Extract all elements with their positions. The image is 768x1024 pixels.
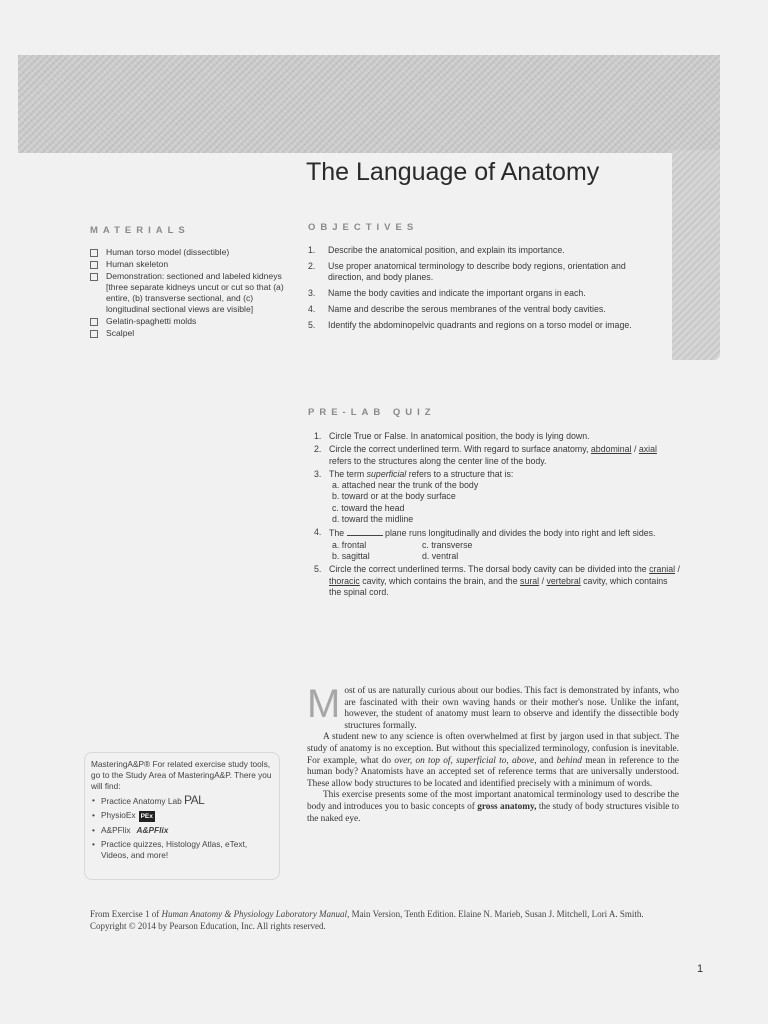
list-item: • Practice quizzes, Histology Atlas, eText, Videos, and more! xyxy=(92,839,248,860)
materials-heading: MATERIALS xyxy=(90,225,190,236)
checkbox-icon xyxy=(90,318,98,326)
quiz-options-row: a. frontal c. transverse xyxy=(332,539,473,550)
list-item: Scalpel xyxy=(90,328,290,339)
checkbox-icon xyxy=(90,261,98,269)
quiz-question: 2. Circle the correct underlined term. With regard to surface anatomy, abdominal / axial refers to the structures along the center line of the body. xyxy=(314,444,657,466)
quiz-option: b. toward or at the body surface xyxy=(332,491,456,502)
answer-blank xyxy=(347,527,383,536)
copyright-footer: From Exercise 1 of Human Anatomy & Physiology Laboratory Manual, Main Version, Tenth Edition. Elaine N. Marieb, Susan J. Mitchell, Lori A. Smith. Copyright © 2014 by Pearson Education, Inc. All rights reserved. xyxy=(90,909,644,931)
physioex-logo: PEx xyxy=(140,813,153,820)
list-item: Demonstration: sectioned and labeled kidneys [three separate kidneys uncut or cut so that (a) entire, (b) transverse sectional, and (c) longitudinal sectional views are visible] xyxy=(90,271,290,315)
header-band xyxy=(18,55,720,153)
quiz-list xyxy=(314,431,680,600)
list-item: 3. Name the body cavities and indicate the important organs in each. xyxy=(308,288,586,298)
quiz-question: 3. The term superficial refers to a structure that is: a. attached near the trunk of the body b. toward or at the body surface c. toward the head d. toward the midline xyxy=(314,469,680,525)
quiz-question: 1. Circle True or False. In anatomical position, the body is lying down. xyxy=(314,431,590,441)
list-item: Human skeleton xyxy=(90,259,290,270)
list-item: • A&PFlix A&PFlix xyxy=(92,825,169,835)
mastering-sidebar-box xyxy=(84,752,280,880)
list-item: 2. Use proper anatomical terminology to describe body regions, orientation and direction, and body planes. xyxy=(308,261,626,282)
list-item: • Practice Anatomy Lab PAL xyxy=(92,793,205,807)
quiz-options-row: b. sagittal d. ventral xyxy=(332,550,459,561)
list-item: 1. Describe the anatomical position, and explain its importance. xyxy=(308,245,565,255)
list-item: Human torso model (dissectible) xyxy=(90,247,290,258)
list-item: Gelatin-spaghetti molds xyxy=(90,316,290,327)
quiz-question: 5. Circle the correct underlined terms. The dorsal body cavity can be divided into the cranial / thoracic cavity, which contains the brain, and the sural / vertebral cavity, which contains the spinal cord. xyxy=(314,564,680,597)
side-band xyxy=(672,150,720,360)
drop-cap: M xyxy=(307,682,341,726)
page-number: 1 xyxy=(697,963,704,975)
quiz-heading: PRE-LAB QUIZ xyxy=(308,407,436,418)
list-item: 4. Name and describe the serous membranes of the ventral body cavities. xyxy=(308,304,606,314)
mastering-intro: MasteringA&P® For related exercise study tools, go to the Study Area of MasteringA&P. There you will find: xyxy=(91,759,272,791)
objectives-list xyxy=(308,245,658,336)
apflix-logo: A&PFlix xyxy=(136,825,169,835)
list-item: 5. Identify the abdominopelvic quadrants and regions on a torso model or image. xyxy=(308,320,632,330)
checkbox-icon xyxy=(90,249,98,257)
quiz-question: 4. The plane runs longitudinally and divides the body into right and left sides. a. frontal c. transverse b. sagittal d. ventral xyxy=(314,527,680,562)
pal-logo: PAL xyxy=(184,793,205,807)
checkbox-icon xyxy=(90,330,98,338)
page-title: The Language of Anatomy xyxy=(306,158,600,186)
checkbox-icon xyxy=(90,273,98,281)
list-item: • PhysioEx PEx xyxy=(92,810,153,820)
materials-list xyxy=(90,247,290,340)
objectives-heading: OBJECTIVES xyxy=(308,222,419,233)
quiz-option: c. toward the head xyxy=(332,502,405,513)
intro-body-text: Most of us are naturally curious about our bodies. This fact is demonstrated by infants, who are fascinated with their own waving hands or their mother's nose. Unlike the infant, however, the student of anatomy must learn to observe and identify the dissectible body structures formally. A student new to any science is often overwhelmed at first by jargon used in that subject. The study of anatomy is no exception. But without this specialized terminology, confusion is inevitable. For example, what do over, on top of, superficial to, above, and behind mean in reference to the human body? Anatomists have an accepted set of reference terms that are universally understood. These allow body structures to be located and identified precisely with a minimum of words. This exercise presents some of the most important anatomical terminology used to describe the body and introduces you to basic concepts of gross anatomy, the study of body structures visible to the naked eye. xyxy=(307,682,680,824)
quiz-option: a. attached near the trunk of the body xyxy=(332,480,479,491)
quiz-option: d. toward the midline xyxy=(332,514,414,525)
